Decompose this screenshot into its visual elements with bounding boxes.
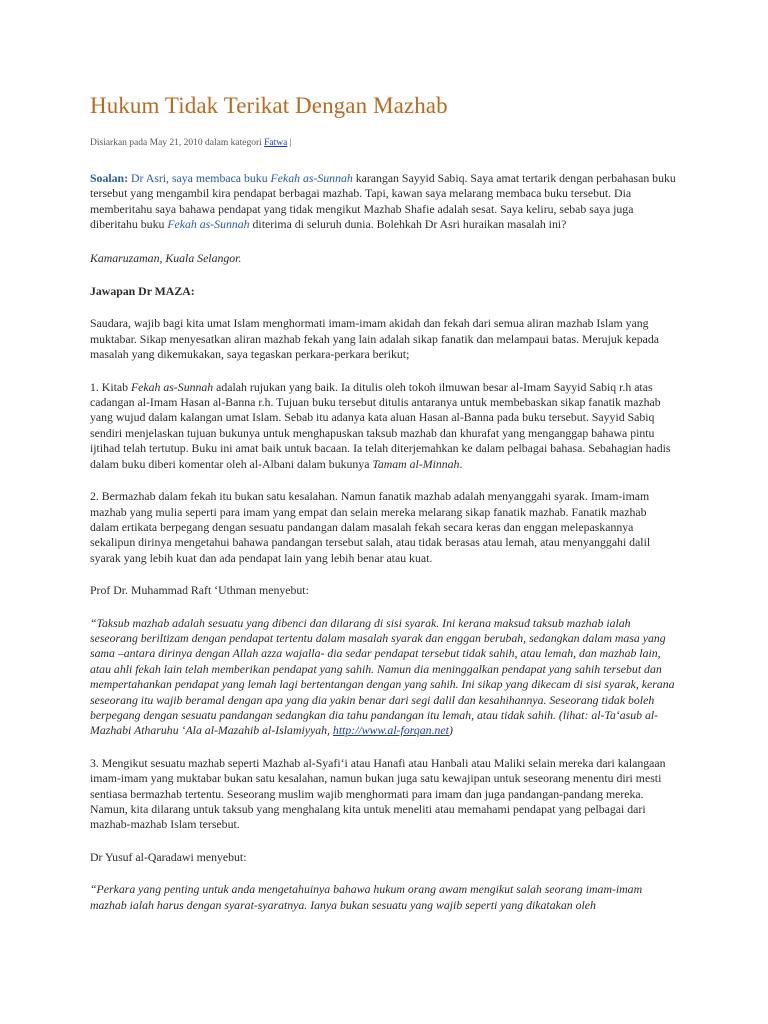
point-1-book: Fekah as-Sunnah: [130, 379, 214, 394]
point-2-paragraph: 2. Bermazhab dalam fekah itu bukan satu kesalahan. Namun fanatik mazhab adalah menyanggahi syarak. Imam-imam mazhab yang mulia seperti para imam yang empat dan selain mereka melarang sikap fanatik mazhab. Fanatik mazhab dalam ertikata berpegang dengan sesuatu pandangan dalam masalah fekah secara keras dan enggan melepaskannya sekalipun dirinya mengetahui bahawa pandangan tersebut salah, atau tidak berasas atau lemah, atau menyanggahi dalil syarak yang lebih kuat dan ada pendapat lain yang lebih benar atau kuat.: [90, 489, 651, 565]
post-date-text: Disiarkan pada May 21, 2010 dalam kategori: [90, 138, 265, 148]
question-book-title: Fekah as-Sunnah: [270, 171, 353, 185]
point-3-paragraph: 3. Mengikut sesuatu mazhab seperti Mazhab al-Syafi‘i atau Hanafi atau Hanbali atau Maliki selain mereka dari kalangaan imam-imam yang muktabar bukan satu kesalahan, namun bukan juga satu kewajipan untuk seseorang menentu diri mesti sentiasa bermazhab tertentu. Seseorang muslim wajib menghormati para imam dan juga pandangan-pandang mereka. Namun, kita dilarang untuk taksub yang menghalang kita untuk meneliti atau memahami pendapat yang pelbagai dari mazhab-mazhab Islam tersebut.: [90, 755, 666, 832]
article: [90, 92, 676, 913]
quote-qaradawi: “Perkara yang penting untuk anda mengetahuinya bahawa hukum orang awam mengikut salah seorang imam-imam mazhab ialah harus dengan syarat-syaratnya. Ianya bukan sesuatu yang wajib seperti yang dikatakan oleh: [90, 882, 643, 912]
point-1-text-a: 1. Kitab: [90, 379, 131, 394]
answer-heading: Jawapan Dr MAZA:: [90, 284, 195, 299]
category-link[interactable]: Fatwa: [264, 138, 288, 148]
answer-intro: Saudara, wajib bagi kita umat Islam menghormati imam-imam akidah dan fekah dari semua aliran mazhab Islam yang muktabar. Sikap menyesatkan aliran mazhab fekah yang lain adalah sikap fanatik dan melampaui batas. Merujuk kepada masalah yang dikemukakan, saya tegaskan perkara-perkara berikut;: [90, 316, 659, 362]
post-meta: [90, 137, 676, 150]
question-text-1: Dr Asri, saya membaca buku: [128, 171, 271, 185]
quote-1-text: “Taksub mazhab adalah sesuatu yang dibenci dan dilarang di sisi syarak. Ini kerana maksud taksub mazhab ialah seseorang beriltizam dengan pendapat tertentu dalam masalah syarak dan enggan berubah, sedangkan dalam masa yang sama –antara dirinya dengan Allah azza wajalla- dia sedar pendapat tersebut tidak sahih, atau lemah, dan mazhab lain, atau ahli fekah lain telah memberikan pendapat yang sahih. Namun dia meninggalkan pendapat yang sahih tersebut dan mempertahankan pendapat yang lemah lagi bertentangan dengan yang sahih. Ini sikap yang dikecam di sisi syarak, kerana seseorang itu wajib beramal dengan apa yang dia yakin benar dari segi dalil dan kesahihannya. Seseorang tidak boleh berpegang dengan sesuatu pandangan sedangkan dia tahu pandangan itu lemah, atau tidak sahih. (lihat: al-Ta‘asub al-Mazhabi Atharuhu ‘Ala al-Mazahib al-Islamiyyah,: [90, 615, 675, 738]
point-1-paragraph: [90, 380, 676, 472]
question-book-title-2: Fekah as-Sunnah: [167, 217, 250, 232]
question-label: Soalan:: [90, 171, 129, 185]
quote-raft-uthman: [90, 616, 676, 739]
meta-separator: |: [287, 138, 292, 148]
point-1-text-b: adalah rujukan yang baik. Ia ditulis oleh tokoh ilmuwan besar al-Imam Sayyid Sabiq r.h atas cadangan al-Imam Hasan al-Banna r.h. Tujuan buku tersebut ditulis antaranya untuk membebaskan sikap fanatik mazhab yang wujud dalam kalangan umat Islam. Sebab itu adanya kata aluan Hasan al-Banna pada buku tersebut. Sayyid Sabiq sendiri menjelaskan tujuan bukunya untuk menghapuskan taksub mazhab dan khurafat yang menganggap bahawa pintu ijtihad telah tertutup. Buku ini amat baik untuk bacaan. Ia telah diterjemahkan ke dalam pelbagai bahasa. Sebahagian hadis dalam buku diberi komentar oleh al-Albani dalam bukunya: [90, 379, 671, 471]
yusuf-attribution: Dr Yusuf al-Qaradawi menyebut:: [90, 849, 247, 864]
article-title: Hukum Tidak Terikat Dengan Mazhab: [90, 93, 448, 118]
question-text-2: karangan Sayyid Sabiq. Saya amat tertarik dengan perbahasan buku tersebut yang mengambil kira pendapat berbagai mazhab. Tapi, kawan saya melarang membaca buku tersebut. Dia memberitahu saya bahawa pendapat yang tidak mengikut Mazhab Shafie adalah sesat. Saya keliru, sebab saya juga diberitahu buku: [90, 171, 676, 232]
quote-1-end: ): [448, 723, 453, 738]
question-text-3: diterima di seluruh dunia. Bolehkah Dr Asri huraikan masalah ini?: [249, 217, 567, 232]
prof-attribution: Prof Dr. Muhammad Raft ‘Uthman menyebut:: [90, 583, 309, 598]
point-1-text-c: .: [459, 456, 463, 471]
point-1-book-2: Tamam al-Minnah: [372, 456, 460, 471]
question-signature: Kamaruzaman, Kuala Selangor.: [90, 250, 242, 265]
question-paragraph: [90, 171, 676, 233]
source-link[interactable]: http://www.al-forqan.net: [332, 723, 449, 738]
